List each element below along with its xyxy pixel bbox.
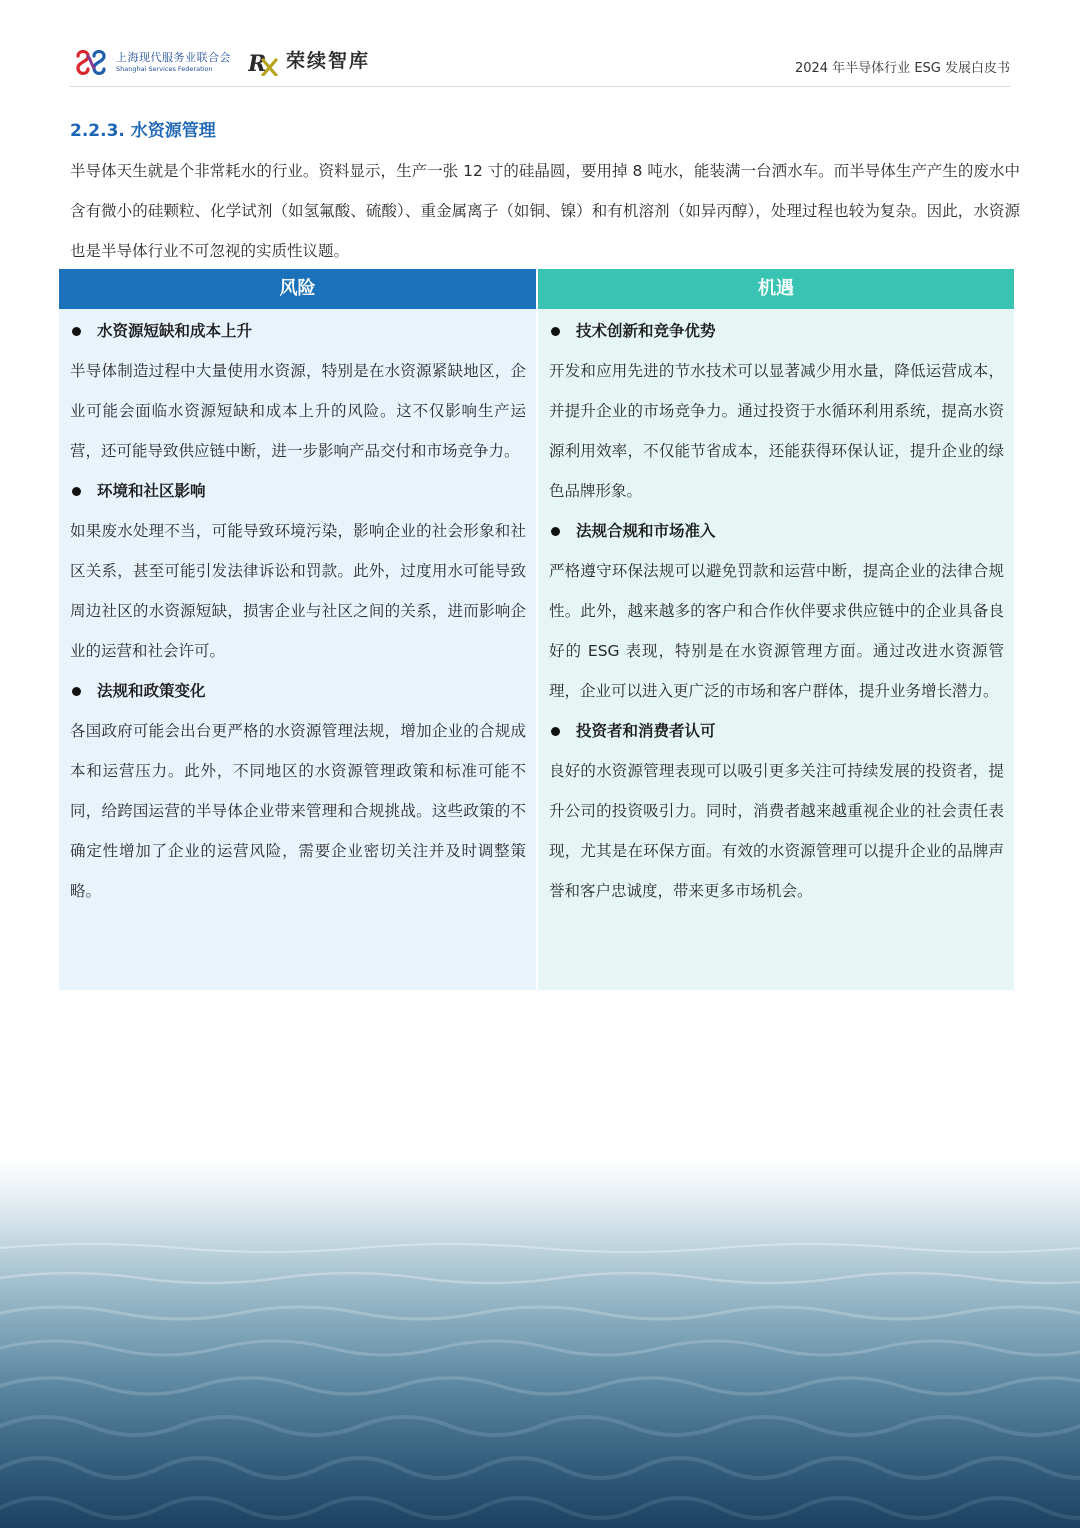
bullet-icon bbox=[551, 727, 560, 736]
intro-paragraph: 半导体天生就是个非常耗水的行业。资料显示，生产一张 12 寸的硅晶圆，要用掉 8 吨水，能装满一台洒水车。而半导体生产产生的废水中含有微小的硅颗粒、化学试剂（如氢氟酸、硫酸）、重金属离子（如铜、镍）和有机溶剂（如异丙醇），处理过程也较为复杂。因此，水资源也是半导体行业不可忽视的实质性议题。 bbox=[70, 162, 1020, 260]
opportunity-item-title: 技术创新和竞争优势 bbox=[576, 322, 716, 340]
risk-item-text: 各国政府可能会出台更严格的水资源管理法规，增加企业的合规成本和运营压力。此外，不同地区的水资源管理政策和标准可能不同，给跨国运营的半导体企业带来管理和合规挑战。这些政策的不确定性增加了企业的运营风险，需要企业密切关注并及时调整策略。 bbox=[70, 722, 526, 900]
bullet-icon bbox=[72, 487, 81, 496]
opportunity-body bbox=[538, 309, 1014, 911]
risk-body bbox=[59, 309, 536, 911]
opportunity-item bbox=[549, 311, 1004, 511]
opportunity-item-text: 严格遵守环保法规可以避免罚款和运营中断，提高企业的法律合规性。此外，越来越多的客户和合作伙伴要求供应链中的企业具备良好的 ESG 表现，特别是在水资源管理方面。通过改进水资源管理，企业可以进入更广泛的市场和客户群体，提升业务增长潜力。 bbox=[549, 562, 1004, 700]
bullet-icon bbox=[551, 327, 560, 336]
bullet-icon bbox=[72, 327, 81, 336]
rx-logo-icon bbox=[248, 50, 278, 76]
risk-column bbox=[59, 269, 536, 990]
risk-header: 风险 bbox=[59, 269, 536, 309]
risk-item-title: 水资源短缺和成本上升 bbox=[97, 322, 253, 340]
opportunity-item bbox=[549, 511, 1004, 711]
svg-text:R: R bbox=[248, 51, 267, 76]
risk-item-title: 环境和社区影响 bbox=[97, 482, 206, 500]
org-name-cn: 上海现代服务业联合会 bbox=[116, 51, 231, 64]
risk-item-text: 如果废水处理不当，可能导致环境污染，影响企业的社会形象和社区关系，甚至可能引发法律诉讼和罚款。此外，过度用水可能导致周边社区的水资源短缺，损害企业与社区之间的关系，进而影响企业的运营和社会许可。 bbox=[70, 522, 526, 660]
section-heading: 2.2.3. 水资源管理 bbox=[70, 121, 216, 141]
risk-item bbox=[70, 311, 526, 471]
think-tank-name: 荣续智库 bbox=[286, 50, 371, 72]
page-header bbox=[70, 42, 1010, 87]
ssf-logo-text bbox=[116, 52, 231, 73]
risk-item-title: 法规和政策变化 bbox=[97, 682, 206, 700]
risk-opportunity-table bbox=[59, 269, 1014, 990]
risk-item-text: 半导体制造过程中大量使用水资源，特别是在水资源紧缺地区，企业可能会面临水资源短缺和成本上升的风险。这不仅影响生产运营，还可能导致供应链中断，进一步影响产品交付和市场竞争力。 bbox=[70, 362, 526, 460]
document-title: 2024 年半导体行业 ESG 发展白皮书 bbox=[794, 61, 1010, 76]
opportunity-item-text: 良好的水资源管理表现可以吸引更多关注可持续发展的投资者，提升公司的投资吸引力。同时，消费者越来越重视企业的社会责任表现，尤其是在环保方面。有效的水资源管理可以提升企业的品牌声誉和客户忠诚度，带来更多市场机会。 bbox=[549, 762, 1004, 900]
risk-item bbox=[70, 671, 526, 911]
opportunity-column bbox=[538, 269, 1014, 990]
risk-item bbox=[70, 471, 526, 671]
bullet-icon bbox=[551, 527, 560, 536]
opportunity-item-text: 开发和应用先进的节水技术可以显著减少用水量，降低运营成本，并提升企业的市场竞争力。通过投资于水循环利用系统，提高水资源利用效率，不仅能节省成本，还能获得环保认证，提升企业的绿色品牌形象。 bbox=[549, 362, 1004, 500]
ssf-logo-icon bbox=[74, 48, 108, 78]
sea-water-image bbox=[0, 1158, 1080, 1528]
org-name-en: Shanghai Services Federation bbox=[116, 65, 213, 73]
opportunity-item-title: 法规合规和市场准入 bbox=[576, 522, 716, 540]
opportunity-header: 机遇 bbox=[538, 269, 1014, 309]
opportunity-item-title: 投资者和消费者认可 bbox=[576, 722, 716, 740]
opportunity-item bbox=[549, 711, 1004, 911]
bullet-icon bbox=[72, 687, 81, 696]
